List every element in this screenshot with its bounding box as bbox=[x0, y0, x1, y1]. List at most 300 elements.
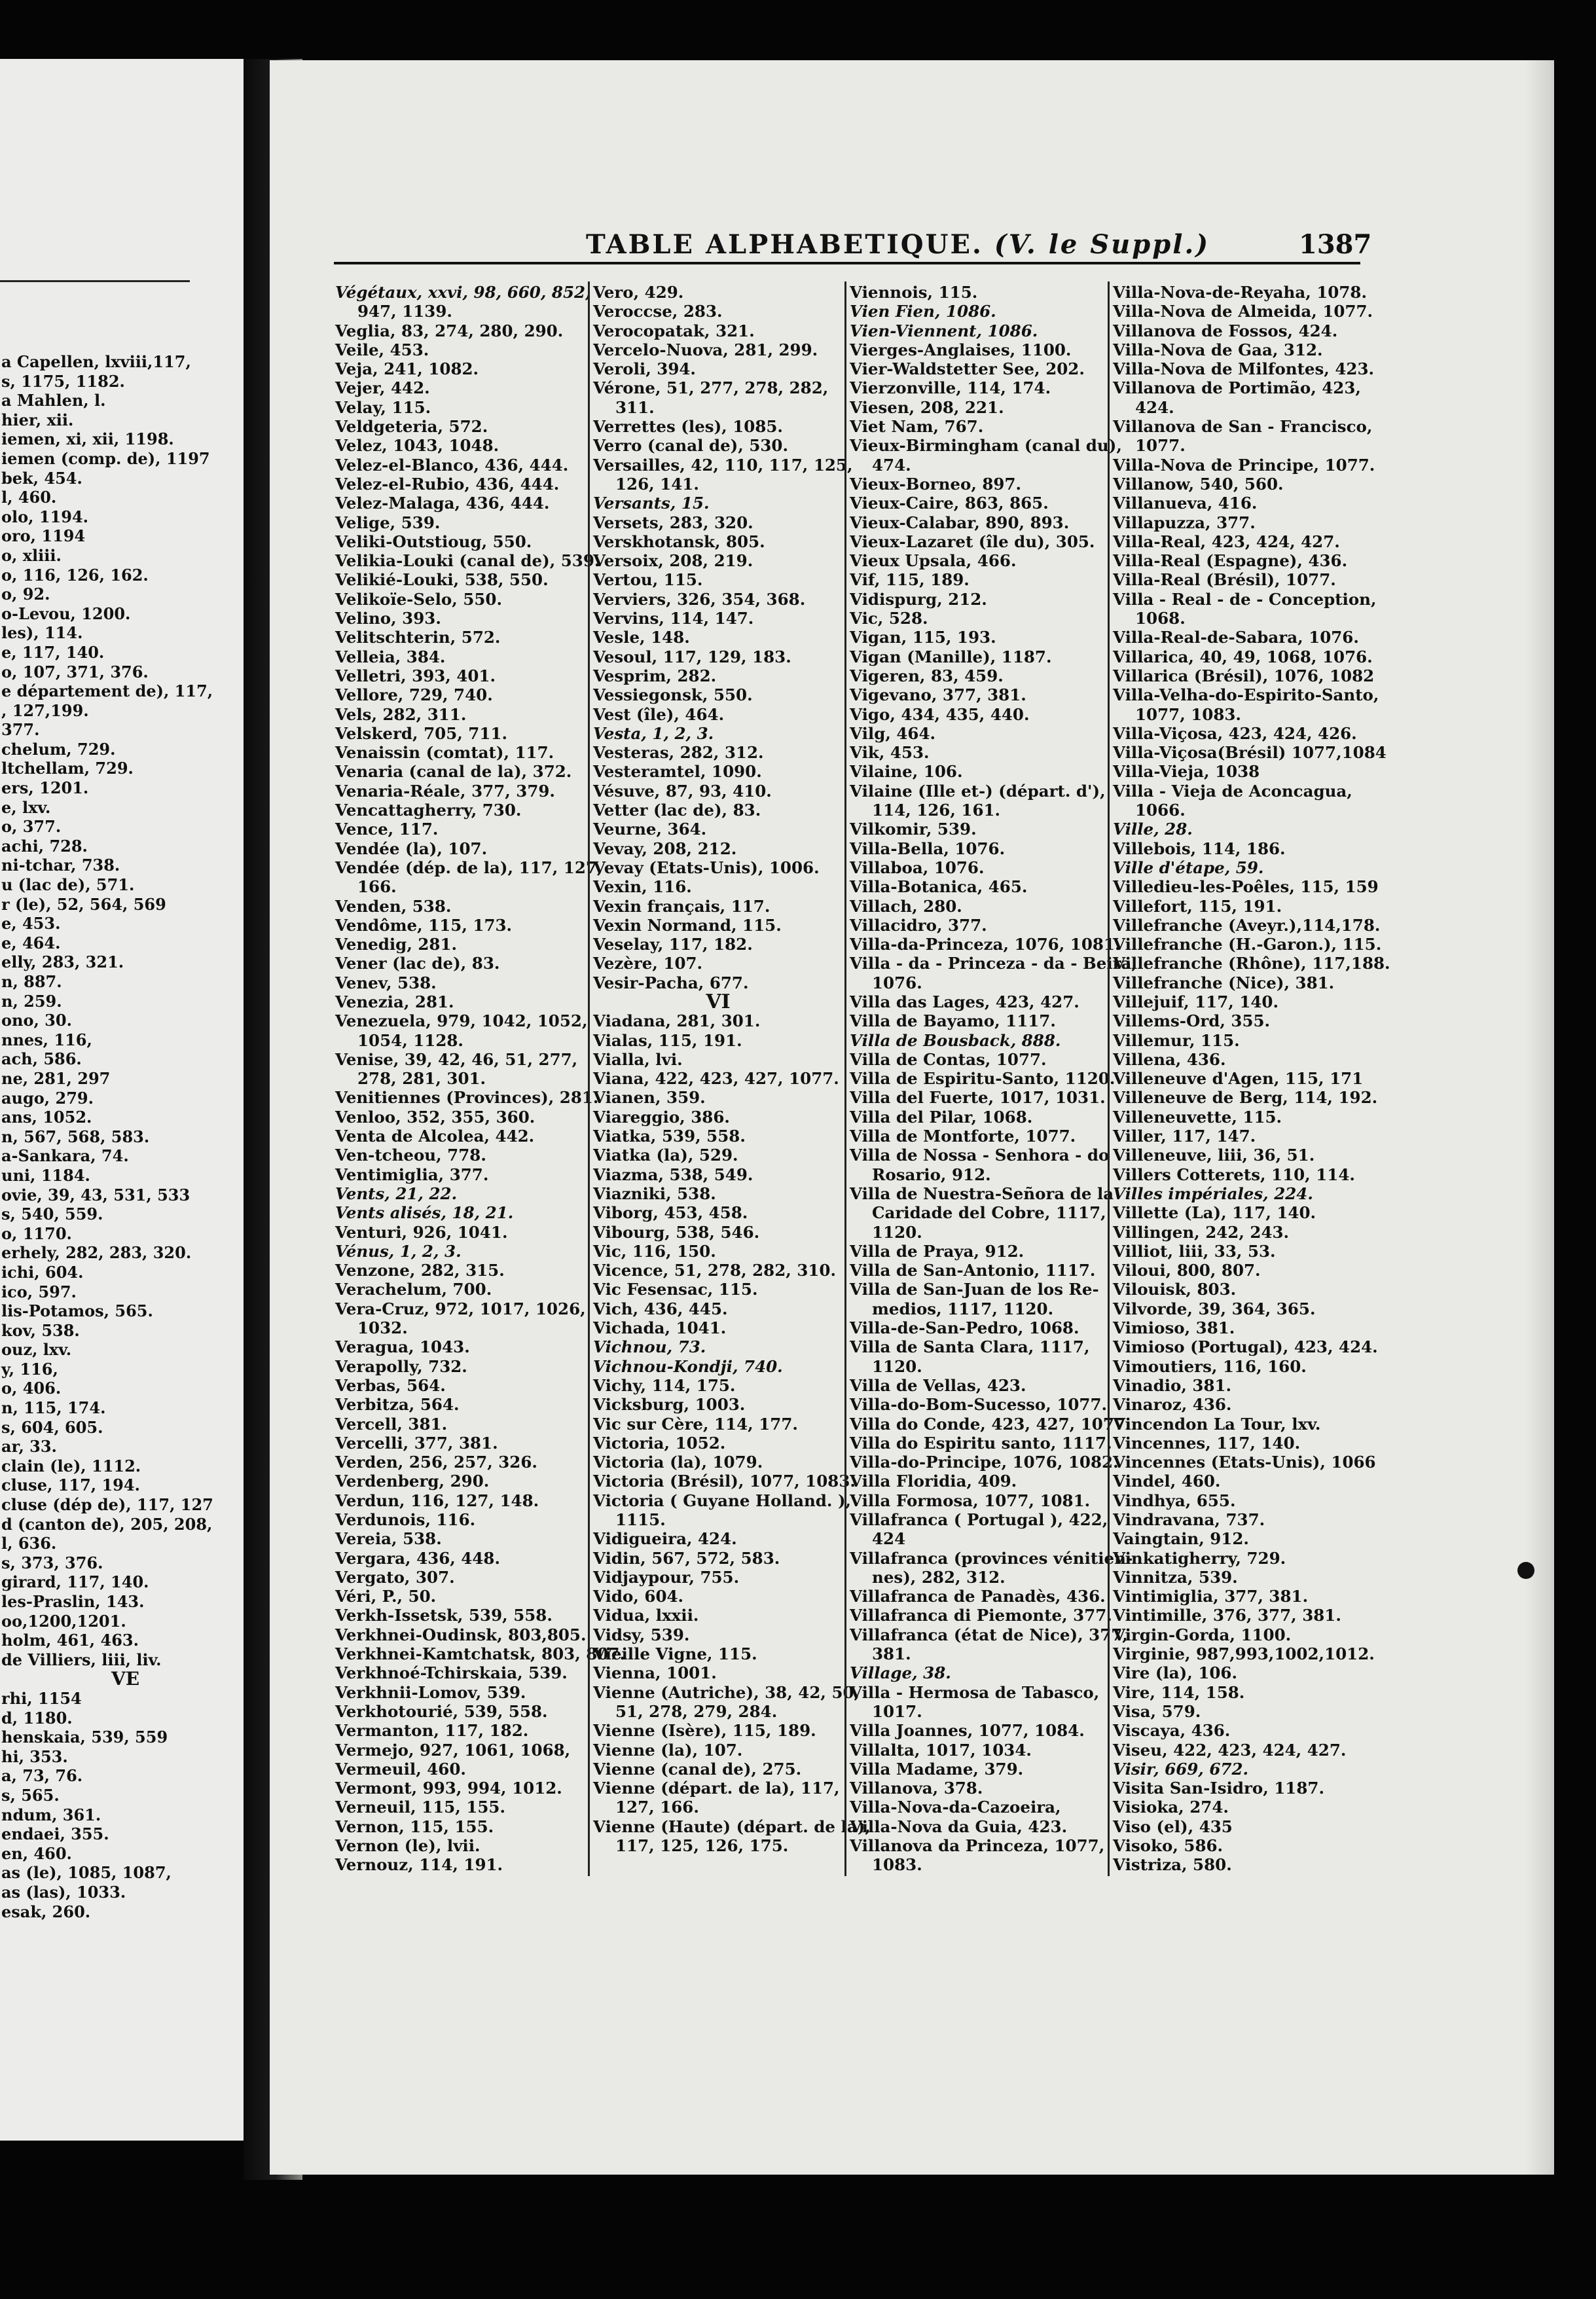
index-entry: Vernouz, 114, 191. bbox=[335, 1855, 503, 1875]
index-entry: ico, 597. bbox=[1, 1282, 77, 1301]
index-entry: Vertou, 115. bbox=[593, 570, 703, 590]
index-entry: a-Sankara, 74. bbox=[1, 1146, 129, 1166]
index-entry: Villefranche (Nice), 381. bbox=[1113, 973, 1335, 992]
index-entry: Viborg, 453, 458. bbox=[593, 1203, 748, 1223]
index-entry: Villa-Nova-de-Reyaha, 1078. bbox=[1113, 283, 1367, 302]
index-entry: Venta de Alcolea, 442. bbox=[335, 1127, 535, 1146]
index-entry: Vezère, 107. bbox=[593, 954, 703, 973]
index-entry: ltchellam, 729. bbox=[1, 759, 134, 778]
index-entry: Veragua, 1043. bbox=[335, 1337, 470, 1357]
index-entry: Vener (lac de), 83. bbox=[335, 954, 500, 973]
index-entry: Vilvorde, 39, 364, 365. bbox=[1113, 1299, 1316, 1318]
section-letter: VI bbox=[706, 990, 731, 1013]
index-entry: Vienne (canal de), 275. bbox=[593, 1759, 802, 1779]
index-entry: Villa de San-Antonio, 1117. bbox=[850, 1261, 1096, 1280]
index-entry: Vienna, 1001. bbox=[593, 1663, 717, 1683]
index-entry: Viazniki, 538. bbox=[593, 1184, 716, 1203]
index-entry: Viseu, 422, 423, 424, 427. bbox=[1113, 1740, 1347, 1760]
index-entry: Vercell, 381. bbox=[335, 1414, 448, 1434]
index-entry: Villa-Bella, 1076. bbox=[850, 839, 1006, 858]
previous-page-entries bbox=[0, 352, 244, 1921]
index-entry: Vénus, 1, 2, 3. bbox=[335, 1241, 462, 1261]
index-entry: esak, 260. bbox=[1, 1902, 91, 1921]
index-entry: cluse, 117, 194. bbox=[1, 1475, 140, 1495]
index-entry: Ville, 28. bbox=[1113, 820, 1193, 839]
index-entry: Vencattagherry, 730. bbox=[335, 801, 522, 820]
index-entry: s, 1175, 1182. bbox=[1, 371, 125, 391]
index-entry: Vevay, 208, 212. bbox=[593, 839, 737, 858]
index-entry: 114, 126, 161. bbox=[872, 801, 1001, 820]
index-entry: Verachelum, 700. bbox=[335, 1280, 492, 1299]
index-entry: Visoko, 586. bbox=[1113, 1836, 1224, 1856]
index-entry: Visa, 579. bbox=[1113, 1701, 1201, 1721]
index-entry: 1017. bbox=[872, 1701, 922, 1721]
index-entry: 381. bbox=[872, 1644, 911, 1664]
index-entry: Villa Madame, 379. bbox=[850, 1759, 1024, 1779]
index-entry: Verkhnii-Lomov, 539. bbox=[335, 1682, 526, 1702]
index-entry: ono, 30. bbox=[1, 1011, 72, 1030]
index-entry: Vien-Viennent, 1086. bbox=[850, 321, 1038, 340]
index-entry: Villa de Bayamo, 1117. bbox=[850, 1011, 1056, 1031]
index-entry: 1077, 1083. bbox=[1135, 704, 1241, 724]
index-entry: Vexin français, 117. bbox=[593, 896, 771, 916]
index-entry: Villaboa, 1076. bbox=[850, 858, 985, 877]
index-entry: Villa del Fuerte, 1017, 1031. bbox=[850, 1088, 1106, 1108]
index-entry: Visita San-Isidro, 1187. bbox=[1113, 1779, 1324, 1798]
index-entry: Velez-el-Rubio, 436, 444. bbox=[335, 474, 560, 494]
index-entry: Viscaya, 436. bbox=[1113, 1721, 1231, 1741]
index-entry: Vercelo-Nuova, 281, 299. bbox=[593, 340, 818, 359]
index-entry: Villers Cotterets, 110, 114. bbox=[1113, 1165, 1355, 1184]
index-entry: Villa Joannes, 1077, 1084. bbox=[850, 1721, 1085, 1741]
index-entry: Vence, 117. bbox=[335, 820, 439, 839]
index-column-3 bbox=[850, 283, 1137, 1875]
index-entry: Viareggio, 386. bbox=[593, 1107, 730, 1127]
index-entry: Viloui, 800, 807. bbox=[1113, 1261, 1261, 1280]
page-edge-shadow bbox=[1525, 60, 1554, 2175]
index-entry: Vesprim, 282. bbox=[593, 666, 717, 685]
index-entry: hier, xii. bbox=[1, 410, 74, 429]
index-entry: Verdun, 116, 127, 148. bbox=[335, 1491, 539, 1510]
index-entry: Vich, 436, 445. bbox=[593, 1299, 728, 1318]
index-entry: Vik, 453. bbox=[850, 743, 930, 763]
index-entry: Viazma, 538, 549. bbox=[593, 1165, 753, 1184]
index-entry: 1120. bbox=[872, 1222, 922, 1242]
running-head bbox=[586, 229, 1210, 260]
index-entry: Villafranca (état de Nice), 377, bbox=[850, 1625, 1128, 1644]
index-entry: Versoix, 208, 219. bbox=[593, 551, 753, 571]
index-entry: Verrettes (les), 1085. bbox=[593, 417, 783, 437]
index-entry: Villa de San-Juan de los Re- bbox=[850, 1280, 1099, 1299]
index-entry: 311. bbox=[615, 397, 655, 417]
index-entry: Vienne (la), 107. bbox=[593, 1740, 743, 1760]
index-entry: 117, 125, 126, 175. bbox=[615, 1836, 789, 1856]
index-entry: Villa do Espiritu santo, 1117. bbox=[850, 1433, 1112, 1453]
index-entry: Vents, 21, 22. bbox=[335, 1184, 458, 1203]
index-entry: Vic, 116, 150. bbox=[593, 1241, 716, 1261]
index-entry: Venitiennes (Provinces), 281. bbox=[335, 1088, 599, 1108]
index-entry: iemen (comp. de), 1197 bbox=[1, 448, 210, 468]
index-entry: Vimioso (Portugal), 423, 424. bbox=[1113, 1337, 1378, 1357]
index-entry: les), 114. bbox=[1, 623, 83, 643]
index-entry: Villa-Nova de Principe, 1077. bbox=[1113, 455, 1375, 475]
index-entry: Vire (la), 106. bbox=[1113, 1663, 1238, 1683]
index-entry: Vialas, 115, 191. bbox=[593, 1030, 742, 1050]
index-entry: Vienne (Haute) (départ. de la), bbox=[593, 1817, 871, 1836]
index-entry: 1120. bbox=[872, 1356, 922, 1376]
index-entry: Vernon (le), lvii. bbox=[335, 1836, 481, 1856]
page-title: TABLE ALPHABETIQUE. bbox=[586, 229, 983, 260]
index-entry: Virginie, 987,993,1002,1012. bbox=[1113, 1644, 1375, 1664]
index-entry: Villacidro, 377. bbox=[850, 915, 987, 935]
index-entry: Vincendon La Tour, lxv. bbox=[1113, 1414, 1321, 1434]
index-entry: Villingen, 242, 243. bbox=[1113, 1222, 1290, 1242]
index-entry: Verdunois, 116. bbox=[335, 1510, 476, 1529]
index-entry: Villa de Montforte, 1077. bbox=[850, 1127, 1076, 1146]
index-entry: Villa-Velha-do-Espirito-Santo, bbox=[1113, 685, 1379, 705]
index-entry: Vera-Cruz, 972, 1017, 1026, bbox=[335, 1299, 586, 1318]
index-entry: Vilaine, 106. bbox=[850, 762, 963, 782]
index-entry: Villa-Real (Brésil), 1077. bbox=[1113, 570, 1336, 590]
index-entry: Vier-Waldstetter See, 202. bbox=[850, 359, 1085, 379]
index-entry: Vesoul, 117, 129, 183. bbox=[593, 647, 791, 666]
index-entry: d (canton de), 205, 208, bbox=[1, 1514, 213, 1534]
index-entry: Vidsy, 539. bbox=[593, 1625, 690, 1644]
index-entry: Villeneuve, liii, 36, 51. bbox=[1113, 1146, 1315, 1165]
index-entry: Vesir-Pacha, 677. bbox=[593, 973, 749, 992]
index-entry: d, 1180. bbox=[1, 1708, 73, 1728]
index-entry: ach, 586. bbox=[1, 1049, 82, 1069]
index-entry: Villa - Hermosa de Tabasco, bbox=[850, 1682, 1100, 1702]
index-entry: Verocopatak, 321. bbox=[593, 321, 755, 340]
index-entry: Veglia, 83, 274, 280, 290. bbox=[335, 321, 564, 340]
index-entry: Villedieu-les-Poêles, 115, 159 bbox=[1113, 877, 1379, 897]
index-entry: Vichada, 1041. bbox=[593, 1318, 727, 1338]
header-rule bbox=[334, 262, 1360, 264]
index-entry: clain (le), 1112. bbox=[1, 1456, 141, 1475]
index-entry: Vialla, lvi. bbox=[593, 1049, 683, 1069]
index-entry: Veldgeteria, 572. bbox=[335, 417, 488, 437]
index-entry: Village, 38. bbox=[850, 1663, 951, 1683]
index-entry: Viatka (la), 529. bbox=[593, 1146, 738, 1165]
index-entry: Villefort, 115, 191. bbox=[1113, 896, 1282, 916]
index-entry: Venturi, 926, 1041. bbox=[335, 1222, 508, 1242]
index-entry: 1077. bbox=[1135, 436, 1186, 456]
index-entry: ouz, lxv. bbox=[1, 1340, 72, 1360]
index-entry: Viet Nam, 767. bbox=[850, 417, 984, 437]
index-entry: Vieille Vigne, 115. bbox=[593, 1644, 757, 1664]
index-entry: a Mahlen, l. bbox=[1, 391, 106, 410]
index-entry: Vermeuil, 460. bbox=[335, 1759, 466, 1779]
index-entry: nes), 282, 312. bbox=[872, 1567, 1006, 1587]
index-entry: Velez-el-Blanco, 436, 444. bbox=[335, 455, 569, 475]
index-entry: Viennois, 115. bbox=[850, 283, 978, 302]
index-entry: ans, 1052. bbox=[1, 1108, 92, 1127]
index-entry: r (le), 52, 564, 569 bbox=[1, 894, 166, 914]
index-entry: Vistriza, 580. bbox=[1113, 1855, 1232, 1875]
index-entry: Vetter (lac de), 83. bbox=[593, 801, 761, 820]
index-entry: Venezia, 281. bbox=[335, 992, 454, 1011]
index-entry: Villa-de-San-Pedro, 1068. bbox=[850, 1318, 1079, 1338]
index-entry: Vindravana, 737. bbox=[1113, 1510, 1265, 1529]
index-entry: Vessiegonsk, 550. bbox=[593, 685, 753, 705]
index-entry: Vinaroz, 436. bbox=[1113, 1395, 1232, 1415]
index-entry: Vic sur Cère, 114, 177. bbox=[593, 1414, 798, 1434]
index-entry: Vellore, 729, 740. bbox=[335, 685, 493, 705]
index-entry: Vels, 282, 311. bbox=[335, 704, 467, 724]
index-entry: Vido, 604. bbox=[593, 1587, 684, 1606]
index-entry: Vilaine (Ille et-) (départ. d'), bbox=[850, 781, 1106, 801]
index-entry: Villa Formosa, 1077, 1081. bbox=[850, 1491, 1091, 1510]
index-entry: elly, 283, 321. bbox=[1, 952, 124, 972]
index-entry: Verro (canal de), 530. bbox=[593, 436, 788, 456]
index-entry: Vichnou-Kondji, 740. bbox=[593, 1356, 783, 1376]
index-entry: Vidispurg, 212. bbox=[850, 589, 987, 609]
index-entry: l, 636. bbox=[1, 1534, 57, 1553]
index-entry: Vereia, 538. bbox=[335, 1529, 442, 1549]
index-entry: Venzone, 282, 315. bbox=[335, 1261, 505, 1280]
index-entry: Veile, 453. bbox=[335, 340, 429, 359]
index-entry: Veroli, 394. bbox=[593, 359, 696, 379]
index-entry: y, 116, bbox=[1, 1359, 58, 1379]
index-entry: Villa-Viçosa, 423, 424, 426. bbox=[1113, 723, 1357, 743]
index-entry: Verdenberg, 290. bbox=[335, 1472, 490, 1491]
index-entry: Villems-Ord, 355. bbox=[1113, 1011, 1271, 1031]
index-entry: Verneuil, 115, 155. bbox=[335, 1798, 506, 1817]
index-entry: Vieux-Lazaret (île du), 305. bbox=[850, 532, 1095, 551]
index-entry: Villa - Real - de - Conception, bbox=[1113, 589, 1377, 609]
index-entry: Vilkomir, 539. bbox=[850, 820, 977, 839]
index-entry: Veja, 241, 1082. bbox=[335, 359, 479, 379]
index-entry: Villiot, liii, 33, 53. bbox=[1113, 1241, 1276, 1261]
index-entry: hi, 353. bbox=[1, 1747, 68, 1766]
index-entry: Vintimille, 376, 377, 381. bbox=[1113, 1606, 1341, 1625]
index-entry: Villa-Real-de-Sabara, 1076. bbox=[1113, 628, 1359, 647]
index-entry: Villarica, 40, 49, 1068, 1076. bbox=[1113, 647, 1373, 666]
index-entry: Velskerd, 705, 711. bbox=[335, 723, 507, 743]
previous-page bbox=[0, 59, 244, 2141]
index-entry: Vien Fien, 1086. bbox=[850, 302, 996, 321]
index-entry: Vinadio, 381. bbox=[1113, 1375, 1232, 1395]
index-entry: Venise, 39, 42, 46, 51, 277, bbox=[335, 1049, 578, 1069]
index-entry: Villalta, 1017, 1034. bbox=[850, 1740, 1032, 1760]
index-entry: Versets, 283, 320. bbox=[593, 513, 753, 532]
index-entry: Vinnitza, 539. bbox=[1113, 1567, 1238, 1587]
index-entry: n, 567, 568, 583. bbox=[1, 1127, 150, 1146]
index-entry: Villanova, 378. bbox=[850, 1779, 983, 1798]
index-entry: Vichy, 114, 175. bbox=[593, 1375, 736, 1395]
index-entry: Vigan, 115, 193. bbox=[850, 628, 996, 647]
index-entry: 126, 141. bbox=[615, 474, 699, 494]
index-entry: 278, 281, 301. bbox=[357, 1069, 486, 1089]
index-entry: Victoria, 1052. bbox=[593, 1433, 726, 1453]
index-entry: cluse (dép de), 117, 127 bbox=[1, 1495, 213, 1515]
index-entry: Villafranca (provinces vénitien- bbox=[850, 1548, 1133, 1568]
index-entry: Vest (île), 464. bbox=[593, 704, 725, 724]
index-entry: o, 1170. bbox=[1, 1223, 72, 1243]
index-entry: Villanueva, 416. bbox=[1113, 494, 1258, 513]
index-entry: Vindhya, 655. bbox=[1113, 1491, 1236, 1510]
index-entry: Vermont, 993, 994, 1012. bbox=[335, 1779, 562, 1798]
index-entry: Villa de Bousback, 888. bbox=[850, 1030, 1061, 1050]
index-entry: Velletri, 393, 401. bbox=[335, 666, 496, 685]
index-entry: ovie, 39, 43, 531, 533 bbox=[1, 1185, 190, 1204]
index-entry: Verkhnei-Oudinsk, 803,805. bbox=[335, 1625, 587, 1644]
index-entry: Villach, 280. bbox=[850, 896, 962, 916]
column-divider bbox=[1108, 281, 1110, 1876]
index-entry: Ven-tcheou, 778. bbox=[335, 1146, 486, 1165]
index-entry: Velay, 115. bbox=[335, 397, 431, 417]
index-entry: Vibourg, 538, 546. bbox=[593, 1222, 760, 1242]
index-entry: Villebois, 114, 186. bbox=[1113, 839, 1286, 858]
index-entry: Vendée (la), 107. bbox=[335, 839, 488, 858]
index-entry: Verkhnoé-Tchirskaia, 539. bbox=[335, 1663, 568, 1683]
index-entry: Villa do Conde, 423, 427, 1077. bbox=[850, 1414, 1131, 1434]
index-entry: Vienne (Isère), 115, 189. bbox=[593, 1721, 816, 1741]
index-entry: Venev, 538. bbox=[335, 973, 437, 992]
index-entry: Verapolly, 732. bbox=[335, 1356, 467, 1376]
index-entry: as (las), 1033. bbox=[1, 1882, 126, 1902]
index-entry: Villa-Nova de Milfontes, 423. bbox=[1113, 359, 1375, 379]
index-entry: Velitschterin, 572. bbox=[335, 628, 501, 647]
index-entry: Véri, P., 50. bbox=[335, 1587, 437, 1606]
index-entry: 1076. bbox=[872, 973, 922, 992]
index-entry: Venloo, 352, 355, 360. bbox=[335, 1107, 535, 1127]
index-entry: Vermanton, 117, 182. bbox=[335, 1721, 529, 1741]
column-divider bbox=[588, 281, 590, 1876]
index-entry: l, 460. bbox=[1, 488, 57, 507]
index-entry: Ventimiglia, 377. bbox=[335, 1165, 489, 1184]
index-entry: Vermejo, 927, 1061, 1068, bbox=[335, 1740, 571, 1760]
index-entry: as (le), 1085, 1087, bbox=[1, 1863, 172, 1883]
index-entry: Victoria ( Guyane Holland. ), bbox=[593, 1491, 852, 1510]
supplement-note: (V. le Suppl.) bbox=[994, 229, 1210, 260]
index-entry: Virgin-Gorda, 1100. bbox=[1113, 1625, 1292, 1644]
index-entry: achi, 728. bbox=[1, 836, 88, 856]
index-entry: Vérone, 51, 277, 278, 282, bbox=[593, 378, 829, 398]
index-entry: Villa de Nuestra-Señora de la bbox=[850, 1184, 1114, 1203]
index-entry: Vejer, 442. bbox=[335, 378, 430, 398]
index-entry: e, 453. bbox=[1, 914, 61, 933]
index-entry: Vesteras, 282, 312. bbox=[593, 743, 764, 763]
index-entry: Vintimiglia, 377, 381. bbox=[1113, 1587, 1309, 1606]
index-entry: Villeneuve d'Agen, 115, 171 bbox=[1113, 1069, 1364, 1089]
index-entry: s, 604, 605. bbox=[1, 1417, 103, 1437]
index-entry: 51, 278, 279, 284. bbox=[615, 1701, 778, 1721]
index-entry: 1115. bbox=[615, 1510, 666, 1529]
index-entry: Villena, 436. bbox=[1113, 1049, 1226, 1069]
index-entry: Villafranca de Panadès, 436. bbox=[850, 1587, 1106, 1606]
index-entry: Vésuve, 87, 93, 410. bbox=[593, 781, 772, 801]
index-entry: s, 540, 559. bbox=[1, 1204, 103, 1224]
index-entry: Villa de Vellas, 423. bbox=[850, 1375, 1026, 1395]
index-entry: Veurne, 364. bbox=[593, 820, 707, 839]
index-entry: oo,1200,1201. bbox=[1, 1611, 126, 1631]
index-entry: Villa das Lages, 423, 427. bbox=[850, 992, 1079, 1011]
index-entry: Vigo, 434, 435, 440. bbox=[850, 704, 1030, 724]
index-entry: Vicksburg, 1003. bbox=[593, 1395, 746, 1415]
index-entry: Vilouisk, 803. bbox=[1113, 1280, 1237, 1299]
index-entry: Villanova da Princeza, 1077, bbox=[850, 1836, 1105, 1856]
index-entry: Vianen, 359. bbox=[593, 1088, 706, 1108]
index-entry: Villa-Real, 423, 424, 427. bbox=[1113, 532, 1340, 551]
index-entry: Villa-Nova-da-Cazoeira, bbox=[850, 1798, 1061, 1817]
index-entry: ar, 33. bbox=[1, 1437, 57, 1457]
index-entry: Viadana, 281, 301. bbox=[593, 1011, 761, 1031]
index-entry: Venezuela, 979, 1042, 1052, bbox=[335, 1011, 588, 1031]
index-entry: endaei, 355. bbox=[1, 1824, 109, 1844]
index-entry: Vichnou, 73. bbox=[593, 1337, 706, 1357]
index-entry: Vif, 115, 189. bbox=[850, 570, 970, 590]
index-entry: e département de), 117, bbox=[1, 681, 213, 701]
previous-page-head-rule bbox=[0, 280, 190, 282]
index-entry: o-Levou, 1200. bbox=[1, 604, 131, 623]
index-column-4 bbox=[1113, 283, 1390, 1875]
index-entry: o, 92. bbox=[1, 585, 50, 604]
index-entry: Vieux Upsala, 466. bbox=[850, 551, 1017, 571]
index-entry: Villanow, 540, 560. bbox=[1113, 474, 1284, 494]
index-entry: Visir, 669, 672. bbox=[1113, 1759, 1249, 1779]
index-entry: 127, 166. bbox=[615, 1798, 699, 1817]
index-entry: o, 406. bbox=[1, 1379, 62, 1398]
index-entry: e, lxv. bbox=[1, 797, 51, 817]
index-entry: Vexin, 116. bbox=[593, 877, 692, 897]
index-entry: Ville d'étape, 59. bbox=[1113, 858, 1264, 877]
index-entry: Viana, 422, 423, 427, 1077. bbox=[593, 1069, 839, 1089]
index-entry: lis-Potamos, 565. bbox=[1, 1301, 153, 1321]
index-entry: Villa Floridia, 409. bbox=[850, 1472, 1017, 1491]
index-entry: Vienne (Autriche), 38, 42, 50, bbox=[593, 1682, 860, 1702]
index-entry: 1083. bbox=[872, 1855, 922, 1875]
index-entry: Versailles, 42, 110, 117, 125, bbox=[593, 455, 853, 475]
index-entry: Viso (el), 435 bbox=[1113, 1817, 1233, 1836]
index-entry: Versants, 15. bbox=[593, 494, 710, 513]
index-entry: medios, 1117, 1120. bbox=[872, 1299, 1054, 1318]
index-entry: Villa-da-Princeza, 1076, 1081. bbox=[850, 935, 1121, 954]
index-entry: 947, 1139. bbox=[357, 302, 452, 321]
index-entry: Vendôme, 115, 173. bbox=[335, 915, 513, 935]
index-entry: Vents alisés, 18, 21. bbox=[335, 1203, 514, 1223]
index-entry: ni-tchar, 738. bbox=[1, 856, 120, 875]
index-entry: ers, 1201. bbox=[1, 778, 89, 798]
index-entry: e, 464. bbox=[1, 933, 61, 952]
index-entry: Villa-Real (Espagne), 436. bbox=[1113, 551, 1348, 571]
index-entry: Velikoïe-Selo, 550. bbox=[335, 589, 503, 609]
index-entry: Vimoutiers, 116, 160. bbox=[1113, 1356, 1307, 1376]
index-entry: Villa-Nova de Gaa, 312. bbox=[1113, 340, 1323, 359]
index-entry: o, xliii. bbox=[1, 545, 62, 565]
index-entry: Verkhnei-Kamtchatsk, 803, 807. bbox=[335, 1644, 625, 1664]
index-entry: Villa-do-Bom-Sucesso, 1077. bbox=[850, 1395, 1108, 1415]
index-entry: Venaissin (comtat), 117. bbox=[335, 743, 554, 763]
index-entry: Vieux-Birmingham (canal du), bbox=[850, 436, 1122, 456]
index-entry: chelum, 729. bbox=[1, 739, 116, 759]
index-entry: a Capellen, lxviii,117, bbox=[1, 352, 191, 371]
index-entry: Verden, 256, 257, 326. bbox=[335, 1453, 537, 1472]
index-entry: Villa-Nova da Guia, 423. bbox=[850, 1817, 1068, 1836]
index-entry: Venaria (canal de la), 372. bbox=[335, 762, 572, 782]
index-entry: Végétaux, xxvi, 98, 660, 852, bbox=[335, 283, 591, 302]
index-entry: Vesle, 148. bbox=[593, 628, 690, 647]
index-entry: Vigevano, 377, 381. bbox=[850, 685, 1026, 705]
index-entry: Villa de Praya, 912. bbox=[850, 1241, 1025, 1261]
index-entry: Villa-Botanica, 465. bbox=[850, 877, 1028, 897]
index-entry: bek, 454. bbox=[1, 468, 82, 488]
index-entry: Vendée (dép. de la), 117, 127, bbox=[335, 858, 603, 877]
index-entry: Villette (La), 117, 140. bbox=[1113, 1203, 1316, 1223]
index-entry: erhely, 282, 283, 320. bbox=[1, 1243, 192, 1263]
index-entry: Villeneuvette, 115. bbox=[1113, 1107, 1282, 1127]
